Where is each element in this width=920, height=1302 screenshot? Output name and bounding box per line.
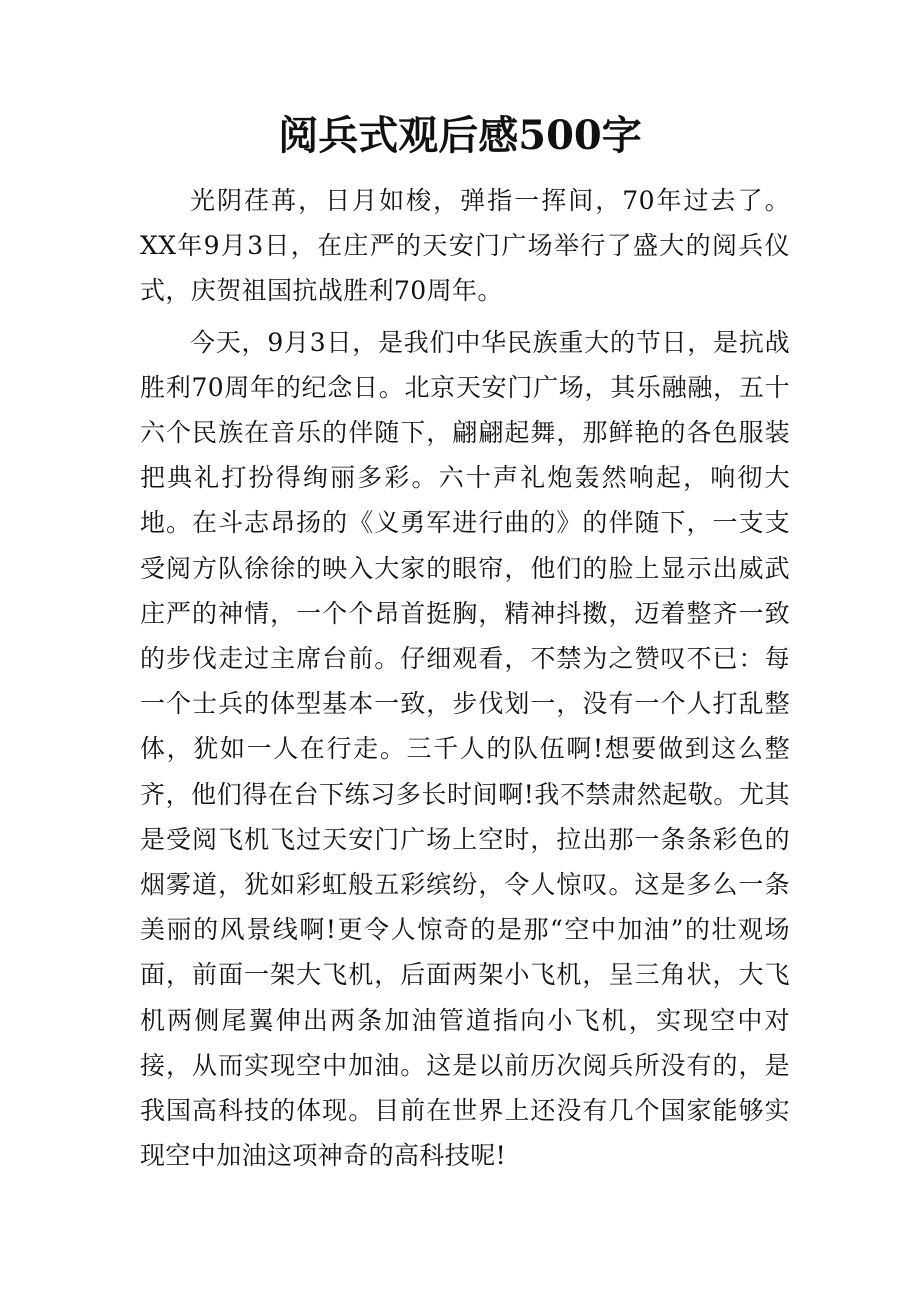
document-body bbox=[140, 178, 790, 1184]
paragraph-main: 今天，9月3日，是我们中华民族重大的节日，是抗战胜利70周年的纪念日。北京天安门广场，其乐融融，五十六个民族在音乐的伴随下，翩翩起舞，那鲜艳的各色服装把典礼打扮得绚丽多彩。六十声礼炮轰然响起，响彻大地。在斗志昂扬的《义勇军进行曲的》的伴随下，一支支受阅方队徐徐的映入大家的眼帘，他们的脸上显示出威武庄严的神情，一个个昂首挺胸，精神抖擞，迈着整齐一致的步伐走过主席台前。仔细观看，不禁为之赞叹不已：每一个士兵的体型基本一致，步伐划一，没有一个人打乱整体，犹如一人在行走。三千人的队伍啊!想要做到这么整齐，他们得在台下练习多长时间啊!我不禁肃然起敬。尤其是受阅飞机飞过天安门广场上空时，拉出那一条条彩色的烟雾道，犹如彩虹般五彩缤纷，令人惊叹。这是多么一条美丽的风景线啊!更令人惊奇的是那“空中加油”的壮观场面，前面一架大飞机，后面两架小飞机，呈三角状，大飞机两侧尾翼伸出两条加油管道指向小飞机，实现空中对接，从而实现空中加油。这是以前历次阅兵所没有的，是我国高科技的体现。目前在世界上还没有几个国家能够实现空中加油这项神奇的高科技呢! bbox=[140, 327, 790, 1171]
paragraph-intro: 光阴荏苒，日月如梭，弹指一挥间，70年过去了。XX年9月3日，在庄严的天安门广场举行了盛大的阅兵仪式，庆贺祖国抗战胜利70周年。 bbox=[140, 186, 790, 306]
document-title: 阅兵式观后感500字 bbox=[278, 112, 642, 159]
